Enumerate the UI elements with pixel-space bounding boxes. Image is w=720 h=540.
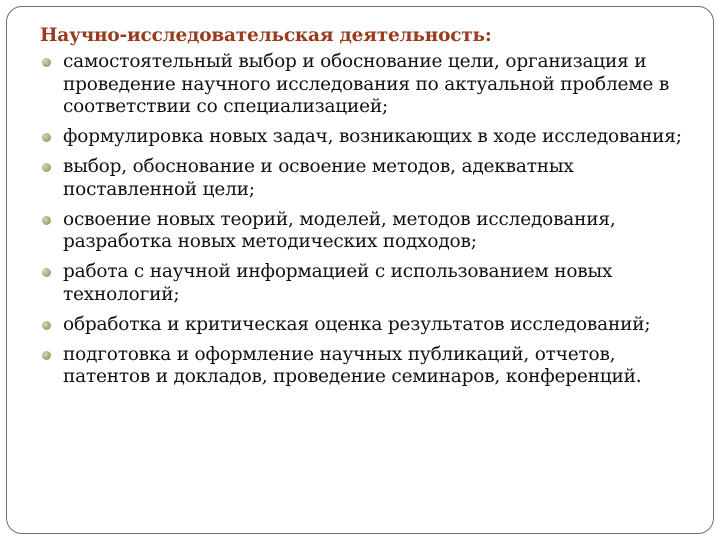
list-item: [40, 51, 700, 119]
bullet-icon: [42, 268, 51, 277]
slide-heading: Научно-исследовательская деятельность:: [40, 25, 492, 46]
list-item-text: освоение новых теорий, моделей, методов исследования, разработка новых методических подходов;: [63, 208, 616, 252]
bullet-icon: [42, 216, 51, 225]
list-item: [40, 314, 700, 337]
list-item: [40, 209, 700, 254]
list-item: [40, 126, 700, 149]
list-item-text: формулировка новых задач, возникающих в ходе исследования;: [63, 126, 682, 147]
bullet-icon: [42, 321, 51, 330]
list-item-text: самостоятельный выбор и обоснование цели, организация и проведение научного исследования по актуальной проблеме в соответствии со специализацией;: [63, 51, 670, 117]
bullet-icon: [42, 133, 51, 142]
bullet-icon: [42, 163, 51, 172]
list-item: [40, 156, 700, 201]
list-item: [40, 261, 700, 306]
list-item-text: подготовка и оформление научных публикаций, отчетов, патентов и докладов, проведение семинаров, конференций.: [63, 343, 642, 387]
list-item-text: обработка и критическая оценка результатов исследований;: [63, 313, 651, 335]
bullet-icon: [42, 58, 51, 67]
list-item-text: выбор, обоснование и освоение методов, адекватных поставленной цели;: [63, 156, 574, 200]
list-item: [40, 344, 700, 389]
bullet-list: [40, 51, 700, 389]
slide-content: [40, 24, 700, 396]
list-item-text: работа с научной информацией с использованием новых технологий;: [63, 261, 613, 305]
bullet-icon: [42, 351, 51, 360]
